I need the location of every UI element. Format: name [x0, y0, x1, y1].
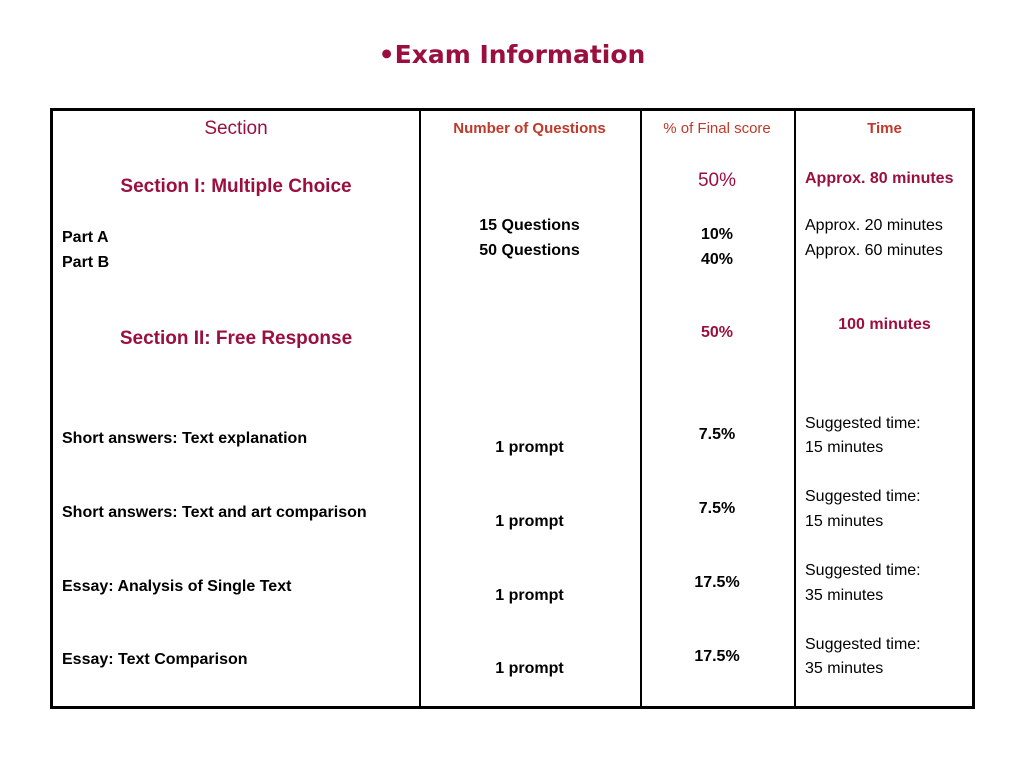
section2-percent: 50%	[700, 324, 734, 341]
item-label: Short answers: Text explanation	[62, 430, 308, 447]
item-time-line2: 35 minutes	[805, 587, 884, 604]
header-section: Section	[204, 118, 268, 139]
part-a-label: Part A	[62, 229, 109, 246]
item-percent: 17.5%	[694, 574, 740, 591]
item-percent: 17.5%	[694, 648, 740, 665]
item-questions: 1 prompt	[495, 513, 564, 530]
item-time-line1: Suggested time:	[805, 415, 921, 432]
item-time-line2: 15 minutes	[805, 439, 884, 456]
title-bullet: •	[378, 40, 395, 69]
part-a-percent: 10%	[700, 226, 734, 243]
item-questions: 1 prompt	[495, 660, 564, 677]
item-label: Essay: Text Comparison	[62, 651, 248, 668]
section1-name: Section I: Multiple Choice	[120, 176, 352, 197]
title-text: Exam Information	[394, 40, 646, 69]
section1-percent: 50%	[697, 170, 737, 191]
part-a-questions: 15 Questions	[479, 217, 580, 234]
item-percent: 7.5%	[698, 500, 736, 517]
column-divider	[640, 111, 642, 706]
item-time-line1: Suggested time:	[805, 488, 921, 505]
item-time-line2: 15 minutes	[805, 513, 884, 530]
part-a-time: Approx. 20 minutes	[805, 217, 943, 234]
column-divider	[794, 111, 796, 706]
page-title	[0, 40, 1024, 69]
header-questions: Number of Questions	[453, 120, 606, 137]
part-b-time: Approx. 60 minutes	[805, 242, 943, 259]
item-questions: 1 prompt	[495, 587, 564, 604]
section2-name: Section II: Free Response	[119, 328, 353, 349]
part-b-questions: 50 Questions	[479, 242, 580, 259]
part-b-percent: 40%	[700, 251, 734, 268]
header-percent: % of Final score	[663, 120, 771, 137]
item-percent: 7.5%	[698, 426, 736, 443]
section2-time: 100 minutes	[838, 316, 931, 333]
item-time-line2: 35 minutes	[805, 660, 884, 677]
header-time: Time	[867, 120, 902, 137]
exam-info-table	[50, 108, 975, 709]
part-b-label: Part B	[62, 254, 110, 271]
item-questions: 1 prompt	[495, 439, 564, 456]
item-label: Essay: Analysis of Single Text	[62, 578, 292, 595]
item-time-line1: Suggested time:	[805, 562, 921, 579]
item-label: Short answers: Text and art comparison	[62, 504, 367, 521]
item-time-line1: Suggested time:	[805, 636, 921, 653]
section1-time: Approx. 80 minutes	[805, 170, 954, 187]
column-divider	[419, 111, 421, 706]
